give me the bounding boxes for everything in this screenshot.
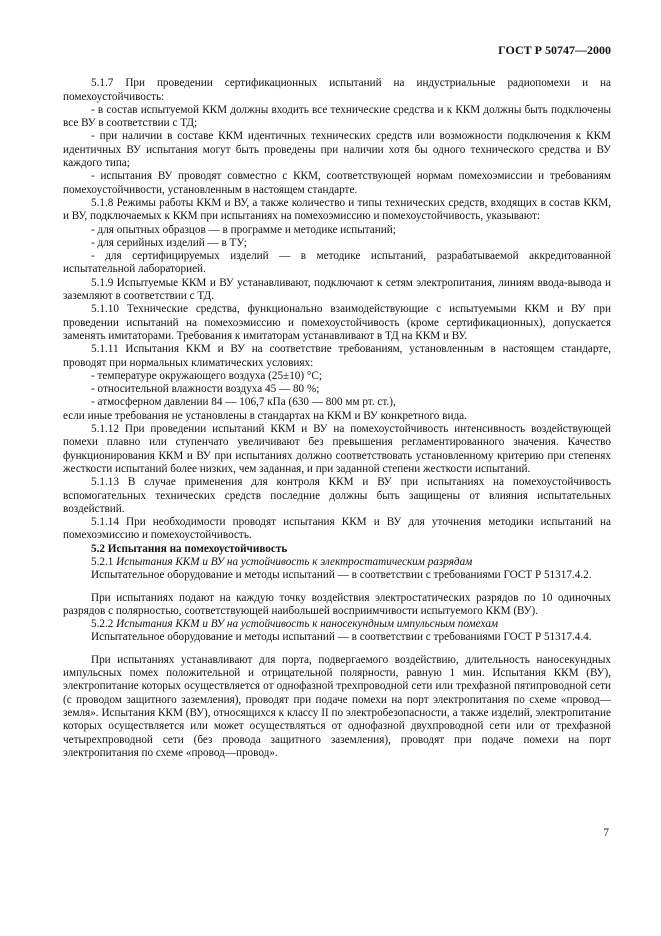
list-item: - относительной влажности воздуха 45 — 80 %;	[91, 383, 320, 396]
list-item: - испытания ВУ проводят совместно с ККМ, соответствующей нормам помехоэмиссии и требованиям помехоустойчивости, установленным в настоящем стандарте.	[63, 170, 611, 196]
paragraph-5-2-1-equipment: Испытательное оборудование и методы испытаний — в соответствии с требованиями ГОСТ Р 51317.4.2.	[91, 569, 592, 582]
document-code-header: ГОСТ Р 50747—2000	[498, 43, 611, 57]
list-item: - для опытных образцов — в программе и методике испытаний;	[91, 223, 396, 236]
list-item: - температуре окружающего воздуха (25±10) °С;	[91, 369, 322, 382]
paragraph-5-1-14: 5.1.14 При необходимости проводят испытания ККМ и ВУ для уточнения методики испытаний на помехоэмиссию и помехоустойчивость.	[63, 516, 611, 542]
list-item: - в состав испытуемой ККМ должны входить все технические средства и к ККМ должны быть подключены все ВУ в соответствии с ТД;	[63, 103, 611, 130]
document-body	[63, 77, 611, 760]
list-item: - для сертифицируемых изделий — в методике испытаний, разрабатываемой аккредитованной испытательной лабораторией.	[63, 250, 611, 276]
subsection-title: Испытания ККМ и ВУ на устойчивость к электростатическим разрядам	[116, 555, 473, 568]
subsection-title: Испытания ККМ и ВУ на устойчивость к наносекундным импульсным помехам	[116, 618, 499, 631]
paragraph-5-1-11: 5.1.11 Испытания ККМ и ВУ на соответствие требованиям, установленным в настоящем стандарте, проводят при нормальных климатических условиях:	[63, 343, 611, 369]
subsection-number: 5.2.2	[91, 618, 114, 631]
paragraph-5-1-9: 5.1.9 Испытуемые ККМ и ВУ устанавливают, подключают к сетям электропитания, линиям ввода-вывода и заземляют в соответствии с ТД.	[63, 276, 611, 303]
subsection-5-2-2-heading	[63, 618, 611, 631]
paragraph-5-1-13: 5.1.13 В случае применения для контроля ККМ и ВУ при испытаниях на помехоустойчивость вспомогательных технических средств последние должны быть защищены от влияния испытательных воздействий.	[63, 476, 611, 515]
paragraph-5-2-2-procedure: При испытаниях устанавливают для порта, подвергаемого воздействию, длительность наносекундных импульсных помех положительной и отрицательной полярности, равную 1 мин. Испытания ККМ (ВУ), электропитание которых осуществляется от однофазной трехпроводной сети или трехфазной пятипроводной сети (с проводом защитного заземления), проводят при подаче помехи на порт электропитания по схеме «провод—земля». Испытания ККМ (ВУ), относящихся к классу II по электробезопасности, а также изделий, электропитание которых осуществляется или может осуществляться от однофазной двухпроводной сети или от трехфазной четырехпроводной сети (без провода защитного заземления), проводят при подаче помехи на порт электропитания по схеме «провод—провод».	[63, 653, 611, 759]
subsection-number: 5.2.1	[91, 555, 114, 568]
list-item: - для серийных изделий — в ТУ;	[91, 236, 247, 249]
page-number: 7	[603, 827, 609, 839]
paragraph-5-1-10: 5.1.10 Технические средства, функционально взаимодействующие с испытуемыми ККМ и ВУ при проведении испытаний на помехоэмиссию и помехоустойчивость (кроме сертификационных), допускается заменять имитаторами. Требования к имитаторам устанавливают в ТД на ККМ и ВУ.	[63, 303, 611, 342]
paragraph-5-1-12: 5.1.12 При проведении испытаний ККМ и ВУ на помехоустойчивость интенсивность воздействующей помехи плавно или ступенчато увеличивают без превышения регламентированного значения. Качество функционирования ККМ и ВУ при испытаниях должно соответствовать установленному критерию при степенях жесткости испытаний более низких, чем заданная, и при заданной степени жесткости испытаний.	[63, 423, 611, 475]
paragraph-5-2-1-procedure: При испытаниях подают на каждую точку воздействия электростатических разрядов по 10 одиночных разрядов с полярностью, соответствующей наибольшей восприимчивости испытуемого ККМ (ВУ).	[63, 591, 611, 617]
list-item: - при наличии в составе ККМ идентичных технических средств или возможности подключения к ККМ идентичных ВУ испытания могут быть проведены при наличии хотя бы одного технического средства и ВУ каждого типа;	[63, 130, 611, 170]
paragraph-5-1-8: 5.1.8 Режимы работы ККМ и ВУ, а также количество и типы технических средств, входящих в состав ККМ, и ВУ, подключаемых к ККМ при испытаниях на помехоэмиссию и помехоустойчивость, указывают:	[63, 196, 611, 223]
paragraph-5-2-2-equipment: Испытательное оборудование и методы испытаний — в соответствии с требованиями ГОСТ Р 51317.4.4.	[91, 631, 592, 644]
paragraph-5-1-7: 5.1.7 При проведении сертификационных испытаний на индустриальные радиопомехи и на помехоустойчивость:	[63, 77, 611, 103]
section-5-2-title: 5.2 Испытания на помехоустойчивость	[91, 542, 288, 555]
subsection-5-2-1-heading	[63, 556, 611, 569]
list-item: - атмосферном давлении 84 — 106,7 кПа (630 — 800 мм рт. ст.),	[91, 396, 396, 409]
paragraph-continuation: если иные требования не установлены в стандартах на ККМ и ВУ конкретного вида.	[63, 409, 467, 422]
